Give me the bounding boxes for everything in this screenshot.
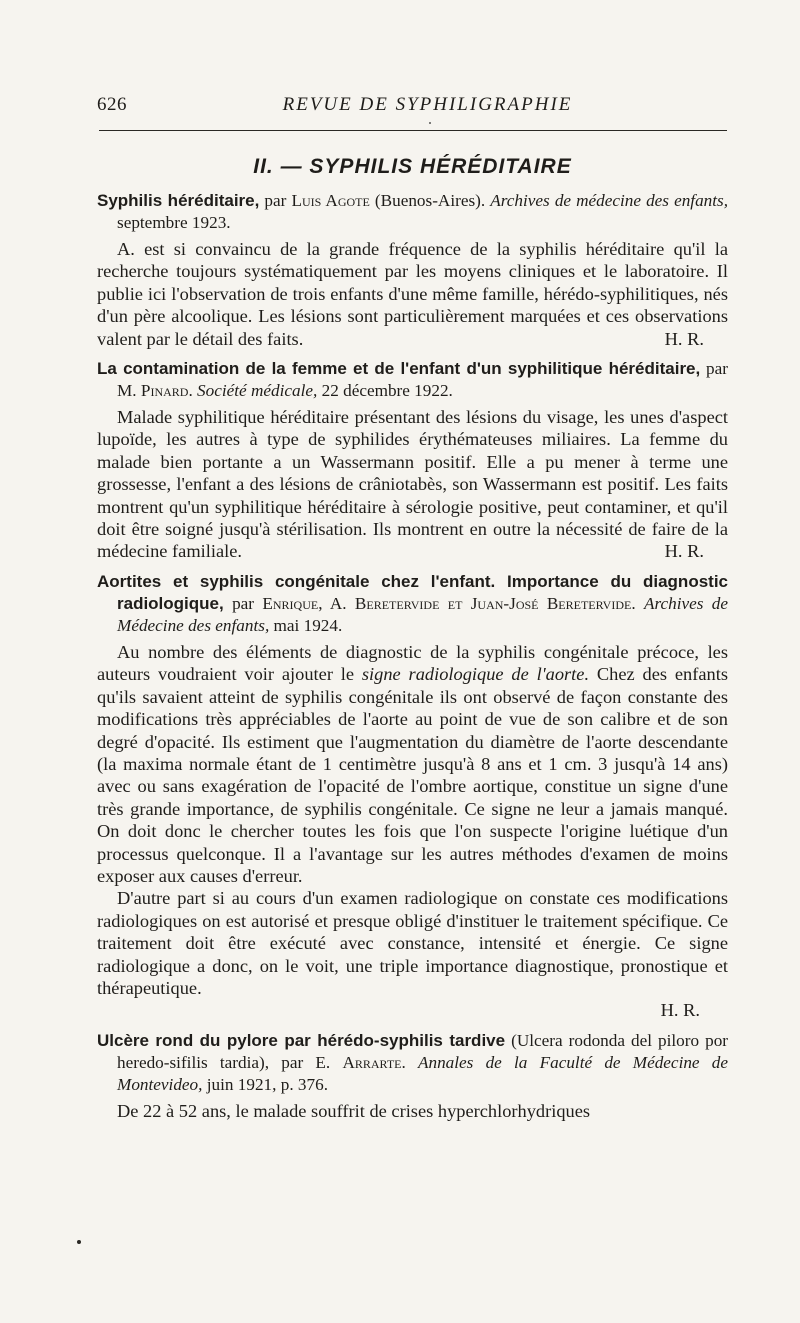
entry-source: Annales de la Faculté de Médecine de Montevideo, <box>117 1052 729 1094</box>
entry-author: Luis Agote <box>291 191 370 210</box>
entry-author: Arrarte. <box>342 1052 406 1072</box>
signature: H. R. <box>664 328 704 349</box>
entry-author-location: (Buenos-Aires). <box>374 191 486 210</box>
header-dot <box>429 122 431 124</box>
entry-author: Enrique, A. Beretervide et Juan-José Beretervide. <box>262 593 636 613</box>
entry-paragraph: D'autre part si au cours d'un examen radiologique on constate ces modifications radiologiques on est autorisé et presque obligé d'instituer le traitement spécifique. Ce traitement doit être exécuté avec constance, intensité et énergie. Ce signe radiologique a donc, on le voit, une triple importance diagnostique, pronostique et thérapeutique. <box>97 888 728 998</box>
entry-date: mai 1924. <box>273 615 343 635</box>
review-entry <box>97 571 728 1022</box>
running-head <box>97 94 728 124</box>
entry-by: par <box>232 593 255 613</box>
entry-source: Archives de Médecine des enfants, <box>117 593 729 635</box>
entry-title: Ulcère rond du pylore par hérédo-syphilis tardive <box>97 1030 506 1050</box>
article-content <box>97 190 728 1122</box>
entry-date: septembre 1923. <box>117 213 231 232</box>
signature: H. R. <box>660 1000 700 1021</box>
entry-by: par <box>264 191 287 210</box>
entry-source: Société médicale, <box>197 381 318 401</box>
stray-dot <box>77 1240 81 1244</box>
entry-paragraph: A. est si convaincu de la grande fréquence de la syphilis héréditaire qu'il la recherche toujours systématiquement par les moyens cliniques et le laboratoire. Il publie ici l'observation de trois enfants d'une même famille, hérédo-syphilitiques, nés d'un père alcoolique. Les lésions sont particulièrement marquées et ces observations valent par le détail des faits. H. R. <box>97 239 728 349</box>
review-entry <box>97 358 728 563</box>
journal-title: REVUE DE SYPHILIGRAPHIE <box>282 94 573 115</box>
entry-heading <box>97 1030 728 1096</box>
entry-heading <box>97 358 728 402</box>
entry-heading <box>97 571 728 637</box>
entry-by: par M. <box>117 359 728 401</box>
review-entry <box>97 1030 728 1122</box>
entry-title: Syphilis héréditaire, <box>97 191 260 210</box>
entry-title: Aortites et syphilis congénitale chez l'enfant. Importance du diagnostic radiologique, <box>97 571 728 613</box>
entry-paragraph: De 22 à 52 ans, le malade souffrit de crises hyperchlorhydriques <box>117 1100 591 1121</box>
review-entry <box>97 190 728 350</box>
header-rule <box>99 130 727 131</box>
section-title: II. — SYPHILIS HÉRÉDITAIRE <box>253 155 572 178</box>
entry-author: Pinard. <box>140 381 193 401</box>
entry-date: 22 décembre 1922. <box>321 381 453 401</box>
entry-title: La contamination de la femme et de l'enfant d'un syphilitique héréditaire, <box>97 359 701 379</box>
entry-heading <box>97 190 728 234</box>
entry-paragraph: Au nombre des éléments de diagnostic de la syphilis congénitale précoce, les auteurs voudraient voir ajouter le signe radiologique de l'aorte. Chez des enfants qu'ils savaient atteint de syphilis congénitale ils ont observé de façon constante des modifications très appréciables de l'aorte au point de vue de son calibre et de son degré d'opacité. Ils estiment que l'augmentation du diamètre de l'aorte descendante (la maxima normale étant de 1 centimètre jusqu'à 8 ans et 1 cm. 3 jusqu'à 14 ans) avec ou sans exagération de l'opacité de l'ombre aortique, constitue un signe d'une très grande importance, de syphilis congénitale. Ce signe ne leur a jamais manqué. On doit donc le chercher toutes les fois que l'on suspecte l'origine luétique d'un processus quelconque. Il a l'avantage sur les autres méthodes d'examen de moins exposer aux causes d'erreur. <box>97 641 728 886</box>
emphasis: signe radiologique de l'aorte. <box>361 664 590 685</box>
entry-by: (Ulcera rodonda del piloro por heredo-sifilis tardia), par E. <box>117 1030 729 1072</box>
signature: H. R. <box>664 541 704 562</box>
entry-source: Archives de médecine des enfants, <box>490 191 729 210</box>
entry-paragraph: Malade syphilitique héréditaire présentant des lésions du visage, les unes d'aspect lupoïde, les autres à type de syphilides érythémateuses miliaires. La femme du malade bien portante a un Wassermann positif. Elle a pu mener à terme une grossesse, l'enfant a des lésions de crâniotabès, son Wassermann est positif. Les faits montrent qu'un syphilitique héréditaire à sérologie positive, peut contaminer, et qu'il doit être soigné jusqu'à stérilisation. Ils montrent en outre la nécessité de faire de la médecine familiale. H. R. <box>97 407 728 562</box>
page-number: 626 <box>97 94 127 115</box>
entry-date: juin 1921, p. 376. <box>206 1074 329 1094</box>
